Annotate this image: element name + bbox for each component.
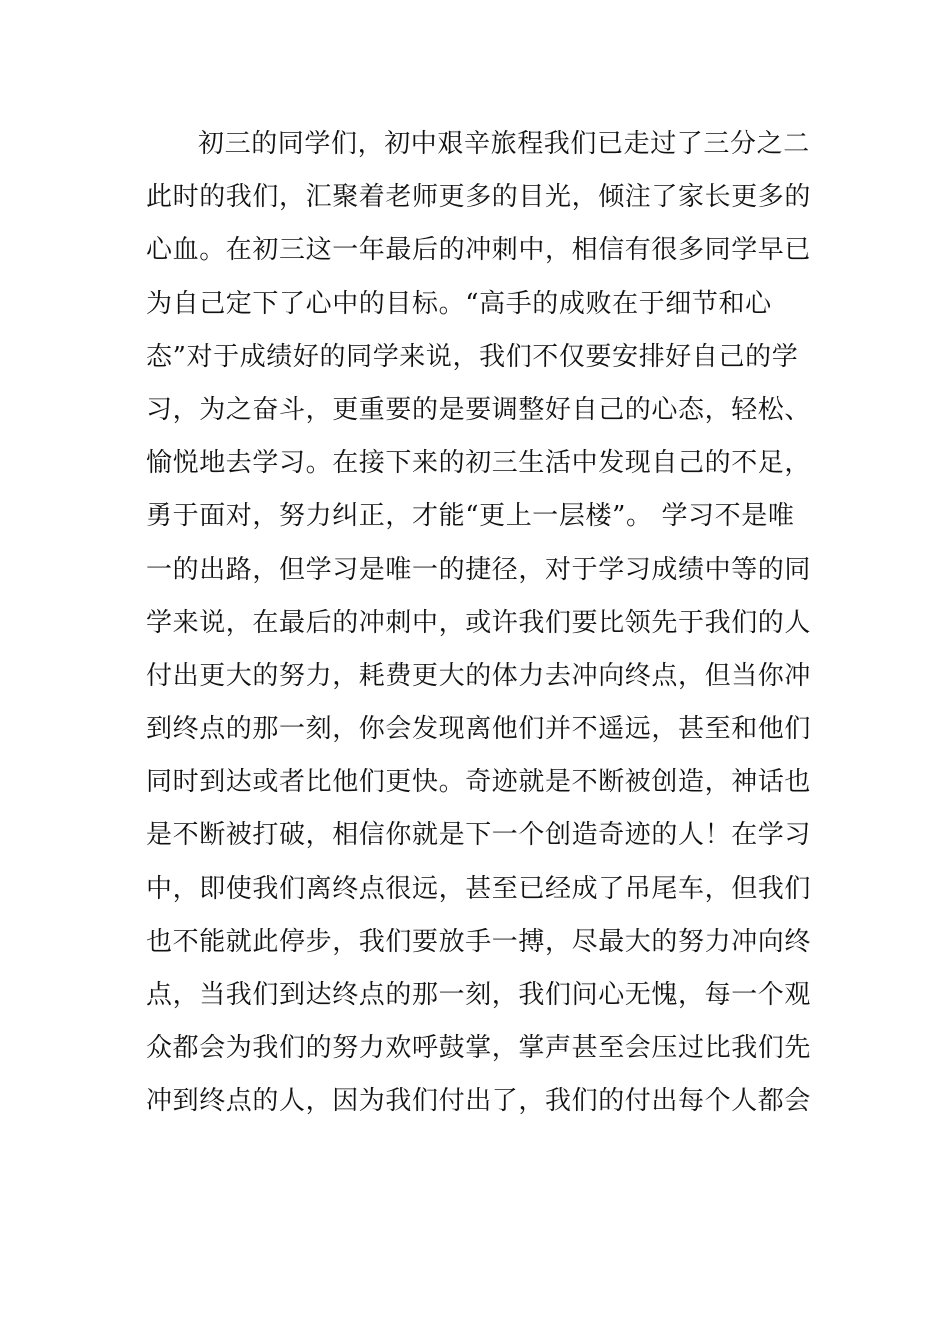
text-line: 态”对于成绩好的同学来说，我们不仅要安排好自己的学 <box>146 341 799 372</box>
text-line: 同时到达或者比他们更快。奇迹就是不断被创造，神话也 <box>146 767 812 798</box>
text-line: 此时的我们，汇聚着老师更多的目光，倾注了家长更多的 <box>146 182 812 213</box>
text-line: 为自己定下了心中的目标。“高手的成败在于细节和心 <box>146 288 772 319</box>
text-line: 到终点的那一刻，你会发现离他们并不遥远，甚至和他们 <box>146 714 812 745</box>
body-paragraph <box>146 118 812 1129</box>
text-line: 愉悦地去学习。在接下来的初三生活中发现自己的不足， <box>146 448 812 479</box>
text-line: 是不断被打破，相信你就是下一个创造奇迹的人！在学习 <box>146 820 812 851</box>
text-line: 点，当我们到达终点的那一刻，我们问心无愧，每一个观 <box>146 980 812 1010</box>
text-line: 中，即使我们离终点很远，甚至已经成了吊尾车，但我们 <box>146 873 812 904</box>
text-line: 勇于面对，努力纠正，才能“更上一层楼”。 学习不是唯 <box>146 501 795 532</box>
text-line: 心血。在初三这一年最后的冲刺中，相信有很多同学早已 <box>146 235 812 266</box>
text-line: 付出更大的努力，耗费更大的体力去冲向终点，但当你冲 <box>146 660 812 691</box>
text-line: 冲到终点的人，因为我们付出了，我们的付出每个人都会 <box>146 1086 812 1117</box>
text-line: 也不能就此停步，我们要放手一搏，尽最大的努力冲向终 <box>146 926 812 957</box>
text-line: 一的出路，但学习是唯一的捷径，对于学习成绩中等的同 <box>146 554 812 585</box>
text-line: 初三的同学们，初中艰辛旅程我们已走过了三分之二 <box>198 129 810 159</box>
text-line: 众都会为我们的努力欢呼鼓掌，掌声甚至会压过比我们先 <box>146 1033 812 1064</box>
text-line: 习，为之奋斗，更重要的是要调整好自己的心态，轻松、 <box>146 394 812 425</box>
text-line: 学来说，在最后的冲刺中，或许我们要比领先于我们的人 <box>146 607 812 638</box>
